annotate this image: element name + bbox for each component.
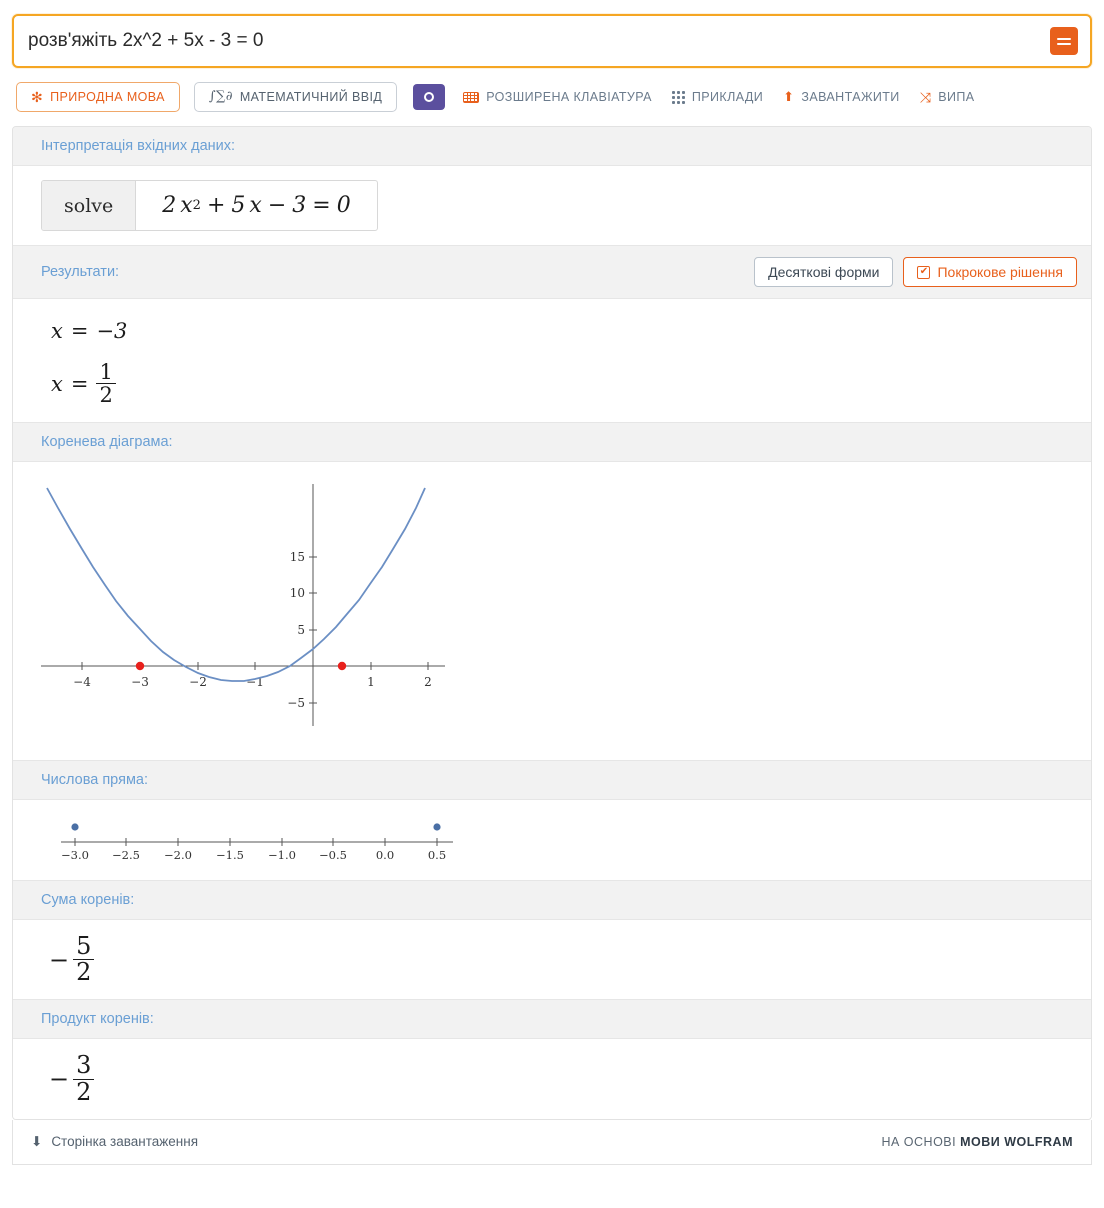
tab-extended-keyboard-label: РОЗШИРЕНА КЛАВІАТУРА	[486, 90, 652, 104]
product-of-roots-denominator: 2	[73, 1079, 94, 1105]
svg-text:−4: −4	[73, 675, 91, 690]
svg-text:1: 1	[367, 675, 375, 690]
tab-examples-label: ПРИКЛАДИ	[691, 90, 764, 104]
pod-body-product-of-roots	[13, 1039, 1091, 1118]
tab-examples[interactable]	[672, 90, 763, 104]
svg-text:5: 5	[297, 623, 305, 638]
tab-natural-language[interactable]: ✻ ПРИРОДНА МОВА	[16, 82, 180, 112]
camera-icon	[424, 92, 434, 102]
root-marker-left	[136, 662, 144, 670]
pod-actions-results	[754, 257, 1077, 287]
tab-upload-label: ЗАВАНТАЖИТИ	[801, 90, 900, 104]
pod-header-product-of-roots	[13, 999, 1091, 1039]
tab-upload[interactable]: ⬆ ЗАВАНТАЖИТИ	[783, 89, 900, 104]
result-2-lhs: x	[51, 371, 63, 396]
download-page-button[interactable]	[31, 1134, 198, 1150]
keyboard-icon	[463, 92, 479, 103]
svg-text:−2.5: −2.5	[112, 848, 140, 863]
step-by-step-button[interactable]	[903, 257, 1077, 287]
step-by-step-label: Покрокове рішення	[937, 264, 1063, 280]
svg-text:−2.0: −2.0	[164, 848, 192, 863]
result-2-fraction	[96, 361, 115, 406]
pod-body-root-plot	[13, 462, 1091, 760]
pod-title-root-plot: Коренева діаграма:	[41, 434, 173, 451]
page-footer	[12, 1120, 1092, 1165]
tab-random[interactable]: ⤨ ВИПА	[919, 89, 975, 105]
svg-text:−3.0: −3.0	[61, 848, 89, 863]
svg-text:2: 2	[424, 675, 432, 690]
download-page-label: Сторінка завантаження	[51, 1134, 199, 1150]
product-of-roots-numerator: 3	[76, 1051, 92, 1080]
decimal-forms-button[interactable]: Десяткові форми	[754, 257, 893, 287]
tab-math-input[interactable]: ∫∑∂ МАТЕМАТИЧНИЙ ВВІД	[194, 82, 397, 112]
result-2-denominator: 2	[96, 383, 115, 406]
svg-text:15: 15	[289, 550, 305, 565]
svg-text:−1: −1	[246, 675, 264, 690]
download-icon: ⬇	[31, 1133, 43, 1149]
root-marker-right	[338, 662, 346, 670]
tab-natural-language-label: ПРИРОДНА МОВА	[50, 90, 165, 104]
pod-header-results	[13, 245, 1091, 299]
grid-icon	[672, 91, 685, 104]
result-1-rhs: −3	[96, 319, 128, 343]
sum-of-roots-sign: −	[49, 945, 70, 974]
pod-title-number-line: Числова пряма:	[41, 772, 149, 789]
pod-title-sum-of-roots: Сума коренів:	[41, 892, 135, 909]
checkbox-icon: ✔	[917, 266, 930, 279]
tab-math-input-label: МАТЕМАТИЧНИЙ ВВІД	[239, 90, 383, 104]
svg-text:10: 10	[289, 586, 305, 601]
svg-text:−5: −5	[287, 696, 305, 711]
camera-button[interactable]	[413, 84, 445, 110]
root-plot-chart	[33, 476, 453, 746]
pod-header-root-plot	[13, 422, 1091, 462]
results-panel	[12, 126, 1092, 1120]
result-solution-2: x = $\frac{1}{2}$	[51, 361, 1077, 406]
svg-text:−1.5: −1.5	[216, 848, 244, 863]
number-line-point-right	[433, 823, 440, 830]
svg-text:−1.0: −1.0	[268, 848, 296, 863]
interpretation-operator: solve	[42, 181, 136, 230]
svg-text:−0.5: −0.5	[319, 848, 347, 863]
interpretation-box	[41, 180, 378, 231]
result-1-lhs: x	[51, 319, 63, 343]
pod-body-results	[13, 299, 1091, 422]
toolbar	[16, 80, 1104, 114]
pod-title-input-interpretation: Інтерпретація вхідних даних:	[41, 138, 236, 154]
svg-text:0.5: 0.5	[427, 848, 447, 863]
pod-body-number-line	[13, 800, 1091, 880]
powered-by	[881, 1135, 1073, 1149]
result-solution-1: x = −3	[51, 319, 128, 343]
pod-header-input-interpretation	[13, 127, 1091, 166]
tab-random-label: ВИПА	[938, 90, 975, 104]
powered-by-brand: МОВИ WOLFRAM	[960, 1134, 1073, 1149]
tab-extended-keyboard[interactable]	[463, 90, 652, 104]
number-line-point-left	[71, 823, 78, 830]
interpretation-expression: 2 x 2 + 5 x − 3 = 0	[162, 193, 351, 218]
pod-body-input-interpretation	[13, 166, 1091, 245]
pod-header-sum-of-roots	[13, 880, 1091, 920]
search-input[interactable]	[14, 30, 1050, 52]
sum-of-roots-value	[49, 934, 94, 985]
submit-equals-button[interactable]	[1050, 27, 1078, 55]
product-of-roots-value	[49, 1053, 94, 1104]
pod-header-number-line	[13, 760, 1091, 800]
result-2-numerator: 1	[99, 360, 113, 384]
svg-text:−3: −3	[131, 675, 149, 690]
product-of-roots-sign: −	[49, 1065, 70, 1094]
svg-text:−2: −2	[189, 675, 207, 690]
svg-text:0.0: 0.0	[375, 848, 395, 863]
pod-body-sum-of-roots	[13, 920, 1091, 999]
sum-of-roots-numerator: 5	[76, 932, 92, 961]
number-line-chart	[33, 814, 453, 866]
powered-by-prefix: НА ОСНОВІ	[881, 1134, 957, 1149]
search-bar[interactable]	[12, 14, 1092, 68]
equals-icon	[1057, 35, 1071, 48]
pod-title-product-of-roots: Продукт коренів:	[41, 1011, 154, 1028]
pod-title-results: Результати:	[41, 264, 120, 280]
sum-of-roots-denominator: 2	[73, 959, 94, 985]
